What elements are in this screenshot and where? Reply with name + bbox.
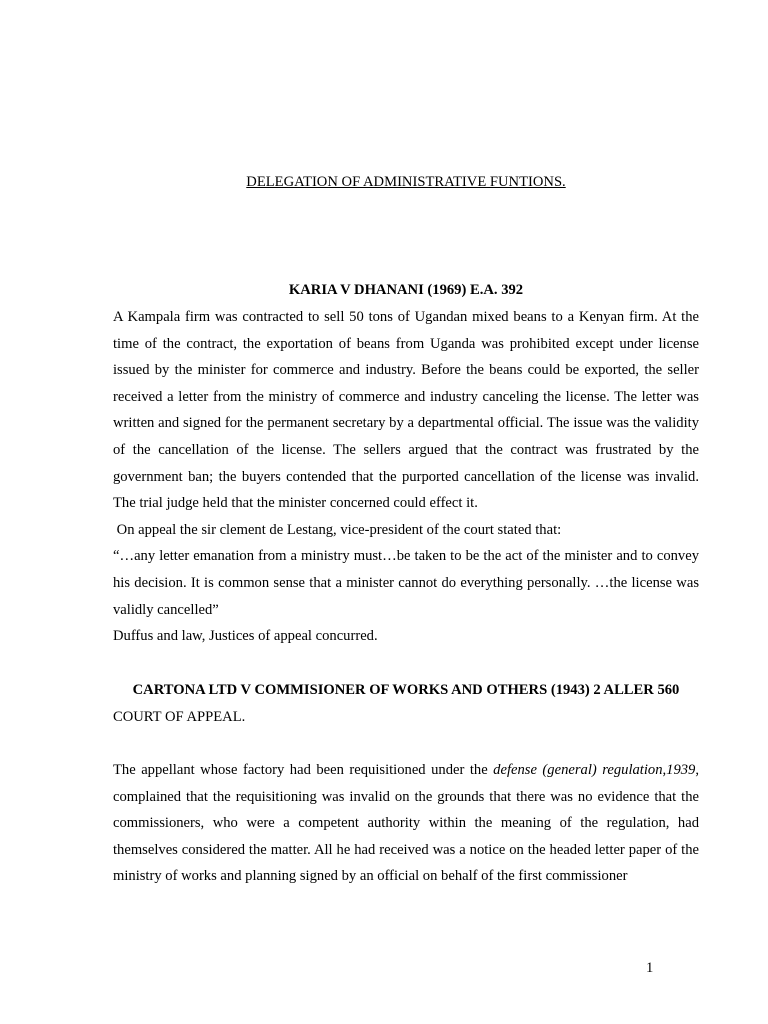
facts-text-start: The appellant whose factory had been requisitioned under the (113, 762, 494, 778)
case-karia-v-dhanani (113, 277, 699, 650)
appeal-intro: On appeal the sir clement de Lestang, vice-president of the court stated that: (113, 521, 562, 538)
facts-text-end: , complained that the requisitioning was invalid on the grounds that there was no evidence that the commissioners, who were a competent authority within the meaning of the regulation, had themselves considered the matter. All he had received was a notice on the headed letter paper of the ministry of works and planning signed by an official on behalf of the first commissioner (113, 762, 699, 885)
court-name: COURT OF APPEAL. (113, 709, 246, 725)
case-heading-karia: KARIA V DHANANI (1969) E.A. 392 (288, 282, 524, 298)
regulation-citation: defense (general) regulation,1939 (493, 762, 696, 778)
case-cartona-ltd (113, 677, 699, 731)
document-title: DELEGATION OF ADMINISTRATIVE FUNTIONS. (246, 174, 566, 190)
court-quote: “…any letter emanation from a ministry must…be taken to be the act of the minister and to convey his decision. It is common sense that a minister cannot do everything personally. …the license was validly cancelled” (113, 548, 699, 618)
concurrence-note: Duffus and law, Justices of appeal concurred. (113, 628, 378, 645)
case-facts-cartona (113, 757, 699, 890)
case-facts-karia: A Kampala firm was contracted to sell 50 tons of Ugandan mixed beans to a Kenyan firm. At the time of the contract, the exportation of beans from Uganda was prohibited except under license issued by the minister for commerce and industry. Before the beans could be exported, the seller received a letter from the ministry of commerce and industry canceling the license. The letter was written and signed for the permanent secretary by a departmental official. The issue was the validity of the cancellation of the license. The sellers argued that the contract was frustrated by the government ban; the buyers contended that the purported cancellation of the license was invalid. The trial judge held that the minister concerned could effect it. (113, 309, 699, 512)
page-number: 1 (646, 960, 654, 976)
cartona-facts-section (113, 757, 699, 890)
case-heading-cartona: CARTONA LTD V COMMISIONER OF WORKS AND OTHERS (1943) 2 ALLER 560 (132, 682, 680, 698)
